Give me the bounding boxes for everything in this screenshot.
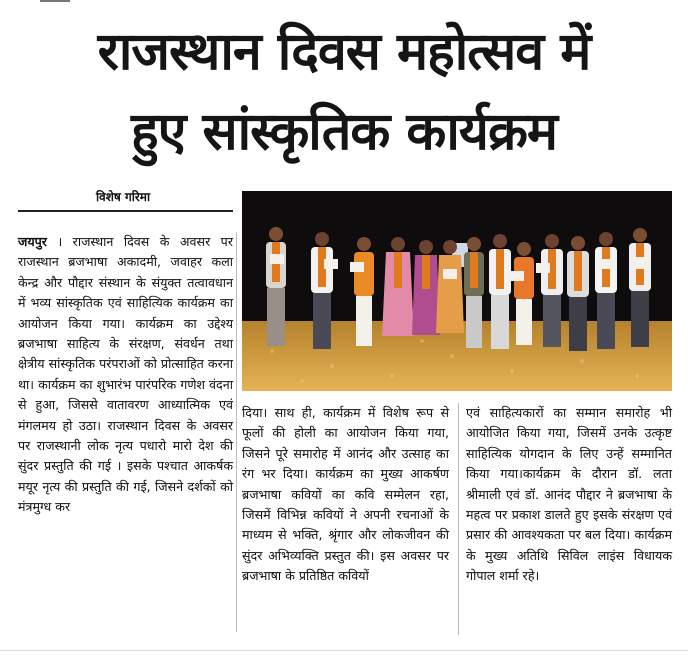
article-column-2 (242, 403, 449, 587)
article-column-3 (466, 403, 672, 587)
byline-rule (18, 210, 233, 212)
event-photo (242, 191, 672, 391)
column-separator (458, 403, 459, 635)
column-2-text: दिया। साथ ही, कार्यक्रम में विशेष रूप से फूलों की होली का आयोजन किया गया, जिसने पूरे समारोह में आनंद और उत्साह का रंग भर दिया। कार्यक्रम का मुख्य आकर्षण ब्रजभाषा कवियों का कवि सम्मेलन रहा, जिसमें विभिन्न कवियों ने अपनी रचनाओं के माध्यम से भक्ति, श्रृंगार और लोकजीवन की सुंदर अभिव्यक्ति प्रस्तुत की। इस अवसर पर ब्रजभाषा के प्रतिष्ठित कवियों (242, 405, 449, 584)
article-column-1 (18, 232, 233, 518)
dateline: जयपुर (18, 234, 47, 249)
headline-line-2: हुए सांस्कृतिक कार्यक्रम (131, 102, 557, 162)
top-divider (40, 0, 70, 8)
group-photo-award-ceremony-icon (242, 191, 672, 391)
page-bottom-rule (0, 650, 688, 651)
byline: विशेष गरिमा (95, 190, 151, 204)
column-separator (236, 232, 237, 632)
headline-line-1: राजस्थान दिवस महोत्सव में (97, 22, 591, 82)
column-3-text: एवं साहित्यकारों का सम्मान समारोह भी आयोजित किया गया, जिसमें उनके उत्कृष्ट साहित्यिक योगदान के लिए उन्हें सम्मानित किया गया।कार्यक्रम के दौरान डॉ. लता श्रीमाली एवं डॉ. आनंद पौद्दार ने ब्रजभाषा के महत्व पर प्रकाश डालते हुए इसके संरक्षण एवं प्रसार की आवश्यकता पर बल दिया। कार्यक्रम के मुख्य अतिथि सिविल लाइंस विधायक गोपाल शर्मा रहे। (466, 405, 672, 584)
column-1-text: । राजस्थान दिवस के अवसर पर राजस्थान ब्रजभाषा अकादमी, जवाहर कला केन्द्र और पौद्दार संस्थान के संयुक्त तत्वावधान में भव्य सांस्कृतिक एवं साहित्यिक कार्यक्रम का आयोजन किया गया। कार्यक्रम का उद्देश्य ब्रजभाषा साहित्य के संरक्षण, संवर्धन तथा क्षेत्रीय सांस्कृतिक परंपराओं को प्रोत्साहित करना था। कार्यक्रम का शुभारंभ पारंपरिक गणेश वंदना से हुआ, जिससे वातावरण आध्यात्मिक एवं मंगलमय हो उठा। राजस्थान दिवस के अवसर पर राजस्थानी लोक नृत्य पधारो मारो देश की सुंदर प्रस्तुति की गई । इसके पश्चात आकर्षक मयूर नृत्य की प्रस्तुति की गई, जिसने दर्शकों को मंत्रमुग्ध कर (18, 234, 233, 515)
